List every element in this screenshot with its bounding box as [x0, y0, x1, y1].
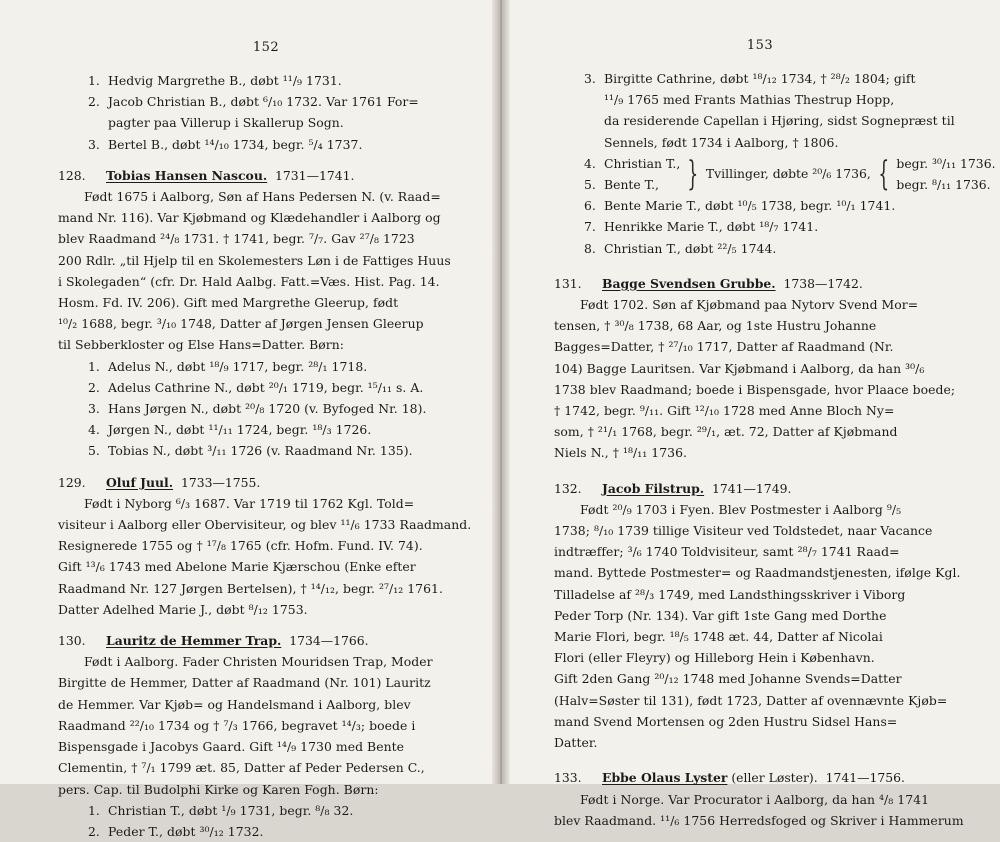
child-line: 3. Hans Jørgen N., døbt ²⁰/₈ 1720 (v. Byfoged Nr. 18). [88, 401, 427, 417]
text-line: (Halv=Søster til 131), født 1723, Datter af ovennævnte Kjøb= [554, 692, 948, 708]
child-line: 1. Hedvig Margrethe B., døbt ¹¹/₉ 1731. [88, 73, 342, 88]
twins-note: Tvillinger, døbte ²⁰/₆ 1736, [705, 166, 871, 182]
text-line: † 1742, begr. ⁹/₁₁. Gift ¹²/₁₀ 1728 med Anne Bloch Ny= [554, 403, 895, 419]
text-line: de Hemmer. Var Kjøb= og Handelsmand i Aalborg, blev [58, 696, 411, 712]
text-line: Marie Flori, begr. ¹⁸/₅ 1748 æt. 44, Datter af Nicolai [554, 629, 883, 645]
text-line: blev Raadmand ²⁴/₈ 1731. † 1741, begr. ⁷/₇. Gav ²⁷/₈ 1723 [58, 231, 415, 247]
twins-burials: begr. ³⁰/₁₁ 1736. begr. ⁸/₁₁ 1736. [896, 155, 996, 193]
text-line: Født i Norge. Var Procurator i Aalborg, da han ⁴/₈ 1741 [580, 791, 930, 807]
text-line: tensen, † ³⁰/₈ 1738, 68 Aar, og 1ste Hustru Johanne [554, 318, 877, 334]
entry-heading-131: 131. Bagge Svendsen Grubbe. 1738—1742. [554, 275, 863, 291]
child-line-cont: Sennels, født 1734 i Aalborg, † 1806. [604, 134, 839, 150]
text-line: Bagges=Datter, † ²⁷/₁₀ 1717, Datter af Raadmand (Nr. [554, 339, 894, 355]
child-line: 7. Henrikke Marie T., døbt ¹⁸/₇ 1741. [584, 219, 819, 235]
child-line: 2. Adelus Cathrine N., døbt ²⁰/₁ 1719, begr. ¹⁵/₁₁ s. A. [88, 379, 424, 395]
entry-heading-128: 128. Tobias Hansen Nascou. 1731—1741. [58, 167, 355, 183]
child-line-cont: ¹¹/₉ 1765 med Frants Mathias Thestrup Hopp, [604, 92, 895, 108]
text-line: Datter. [554, 735, 598, 751]
text-line: blev Raadmand. ¹¹/₆ 1756 Herredsfoged og Skriver i Hammerum [554, 812, 964, 828]
entry-name: Oluf Juul. [106, 474, 174, 490]
text-line: Flori (eller Fleyry) og Hilleborg Hein i København. [554, 650, 875, 666]
text-line: 1738 blev Raadmand; boede i Bispensgade, hvor Plaace boede; [554, 381, 956, 397]
text-line: Gift 2den Gang ²⁰/₁₂ 1748 med Johanne Svends=Datter [554, 671, 902, 687]
text-line: ¹⁰/₂ 1688, begr. ³/₁₀ 1748, Datter af Jørgen Jensen Gleerup [58, 316, 424, 332]
text-line: Niels N., † ¹⁸/₁₁ 1736. [554, 445, 687, 461]
page-number: 152 [252, 40, 280, 55]
entry-heading-133: 133. Ebbe Olaus Lyster (eller Løster). 1741—1756. [554, 770, 905, 786]
child-line: 1. Adelus N., døbt ¹⁸/₉ 1717, begr. ²⁸/₁ 1718. [88, 358, 368, 374]
text-line: 200 Rdlr. „til Hjelp til en Skolemesters Løn i de Fattiges Huus [58, 252, 451, 268]
entry-heading-130: 130. Lauritz de Hemmer Trap. 1734—1766. [58, 633, 369, 649]
text-line: Hosm. Fd. IV. 206). Gift med Margrethe Gleerup, født [58, 295, 399, 311]
twins-block [554, 153, 996, 195]
child-line: 2. Jacob Christian B., døbt ⁶/₁₀ 1732. Var 1761 For= [88, 94, 419, 110]
entry-heading-129: 129. Oluf Juul. 1733—1755. [58, 474, 261, 490]
text-line: Clementin, † ⁷/₁ 1799 æt. 85, Datter af Peder Pedersen C., [58, 760, 425, 776]
left-page [0, 0, 500, 839]
right-page [500, 0, 1000, 828]
text-line: pers. Cap. til Budolphi Kirke og Karen Fogh. Børn: [58, 781, 379, 797]
text-line: 104) Bagge Lauritsen. Var Kjøbmand i Aalborg, da han ³⁰/₆ [554, 360, 925, 376]
child-line: 3. Bertel B., døbt ¹⁴/₁₀ 1734, begr. ⁵/₄ 1737. [88, 136, 363, 152]
entry-name: Tobias Hansen Nascou. [106, 167, 268, 183]
text-line: Født i Nyborg ⁶/₃ 1687. Var 1719 til 1762 Kgl. Told= [84, 495, 415, 511]
text-line: visiteur i Aalborg eller Obervisiteur, og blev ¹¹/₆ 1733 Raadmand. [58, 517, 472, 533]
text-line: Birgitte de Hemmer, Datter af Raadmand (Nr. 101) Lauritz [58, 675, 431, 691]
brace-icon: } [687, 154, 699, 195]
text-line: Født 1675 i Aalborg, Søn af Hans Pedersen N. (v. Raad= [84, 189, 441, 205]
entry-name: Bagge Svendsen Grubbe. [602, 275, 776, 291]
entry-name: Jacob Filstrup. [602, 480, 705, 496]
text-line: mand. Byttede Postmester= og Raadmandstjenesten, ifølge Kgl. [554, 565, 961, 581]
child-line: 3. Birgitte Cathrine, døbt ¹⁸/₁₂ 1734, † ²⁸/₂ 1804; gift [584, 71, 916, 86]
child-line-cont: pagter paa Villerup i Skallerup Sogn. [108, 115, 344, 131]
child-line-cont: da residerende Capellan i Hjøring, sidst Sognepræst til [604, 113, 955, 129]
text-line: mand Svend Mortensen og 2den Hustru Sidsel Hans= [554, 713, 898, 729]
twins-names: 4. Christian T., 5. Bente T., [584, 155, 681, 193]
text-line: Født 1702. Søn af Kjøbmand paa Nytorv Svend Mor= [580, 297, 919, 313]
text-line: Tilladelse af ²⁸/₃ 1749, med Landsthingsskriver i Viborg [554, 586, 906, 602]
child-line: 1. Christian T., døbt ¹/₉ 1731, begr. ⁸/₈ 32. [88, 802, 354, 818]
text-line: Raadmand Nr. 127 Jørgen Bertelsen), † ¹⁴/₁₂, begr. ²⁷/₁₂ 1761. [58, 580, 443, 596]
text-line: Peder Torp (Nr. 134). Var gift 1ste Gang med Dorthe [554, 607, 887, 623]
text-line: Raadmand ²²/₁₀ 1734 og † ⁷/₃ 1766, begravet ¹⁴/₃; boede i [58, 717, 416, 733]
text-line: mand Nr. 116). Var Kjøbmand og Klædehandler i Aalborg og [58, 210, 441, 226]
child-line: 8. Christian T., døbt ²²/₅ 1744. [584, 240, 777, 256]
entry-heading-132: 132. Jacob Filstrup. 1741—1749. [554, 480, 792, 496]
text-line: 1738; ⁸/₁₀ 1739 tillige Visiteur ved Toldstedet, naar Vacance [554, 523, 933, 539]
entry-name: Lauritz de Hemmer Trap. [106, 633, 282, 649]
text-line: Født ²⁰/₉ 1703 i Fyen. Blev Postmester i Aalborg ⁹/₅ [580, 501, 902, 517]
page-number: 153 [746, 38, 774, 53]
text-line: i Skolegaden“ (cfr. Dr. Hald Aalbg. Fatt.=Væs. Hist. Pag. 14. [58, 273, 440, 289]
child-line: 5. Tobias N., døbt ³/₁₁ 1726 (v. Raadmand Nr. 135). [88, 443, 413, 459]
entry-name: Ebbe Olaus Lyster [602, 770, 728, 786]
text-line: Resignerede 1755 og † ¹⁷/₈ 1765 (cfr. Hofm. Fund. IV. 74). [58, 538, 423, 554]
child-line: 4. Jørgen N., døbt ¹¹/₁₁ 1724, begr. ¹⁸/₃ 1726. [88, 422, 372, 438]
brace-icon: { [878, 154, 890, 195]
text-line: Datter Adelhed Marie J., døbt ⁸/₁₂ 1753. [58, 601, 308, 617]
text-line: til Sebberkloster og Else Hans=Datter. Børn: [58, 337, 345, 353]
text-line: Født i Aalborg. Fader Christen Mouridsen Trap, Moder [84, 654, 433, 670]
text-line: indtræffer; ³/₆ 1740 Toldvisiteur, samt ²⁸/₇ 1741 Raad= [554, 544, 900, 560]
child-line: 6. Bente Marie T., døbt ¹⁰/₅ 1738, begr. ¹⁰/₁ 1741. [584, 198, 896, 214]
child-line: 2. Peder T., døbt ³⁰/₁₂ 1732. [88, 823, 264, 839]
text-line: Bispensgade i Jacobys Gaard. Gift ¹⁴/₉ 1730 med Bente [58, 739, 405, 755]
text-line: som, † ²¹/₁ 1768, begr. ²⁹/₁, æt. 72, Datter af Kjøbmand [554, 424, 898, 440]
book-gutter [492, 0, 510, 784]
text-line: Gift ¹³/₆ 1743 med Abelone Marie Kjærschou (Enke efter [58, 559, 416, 575]
